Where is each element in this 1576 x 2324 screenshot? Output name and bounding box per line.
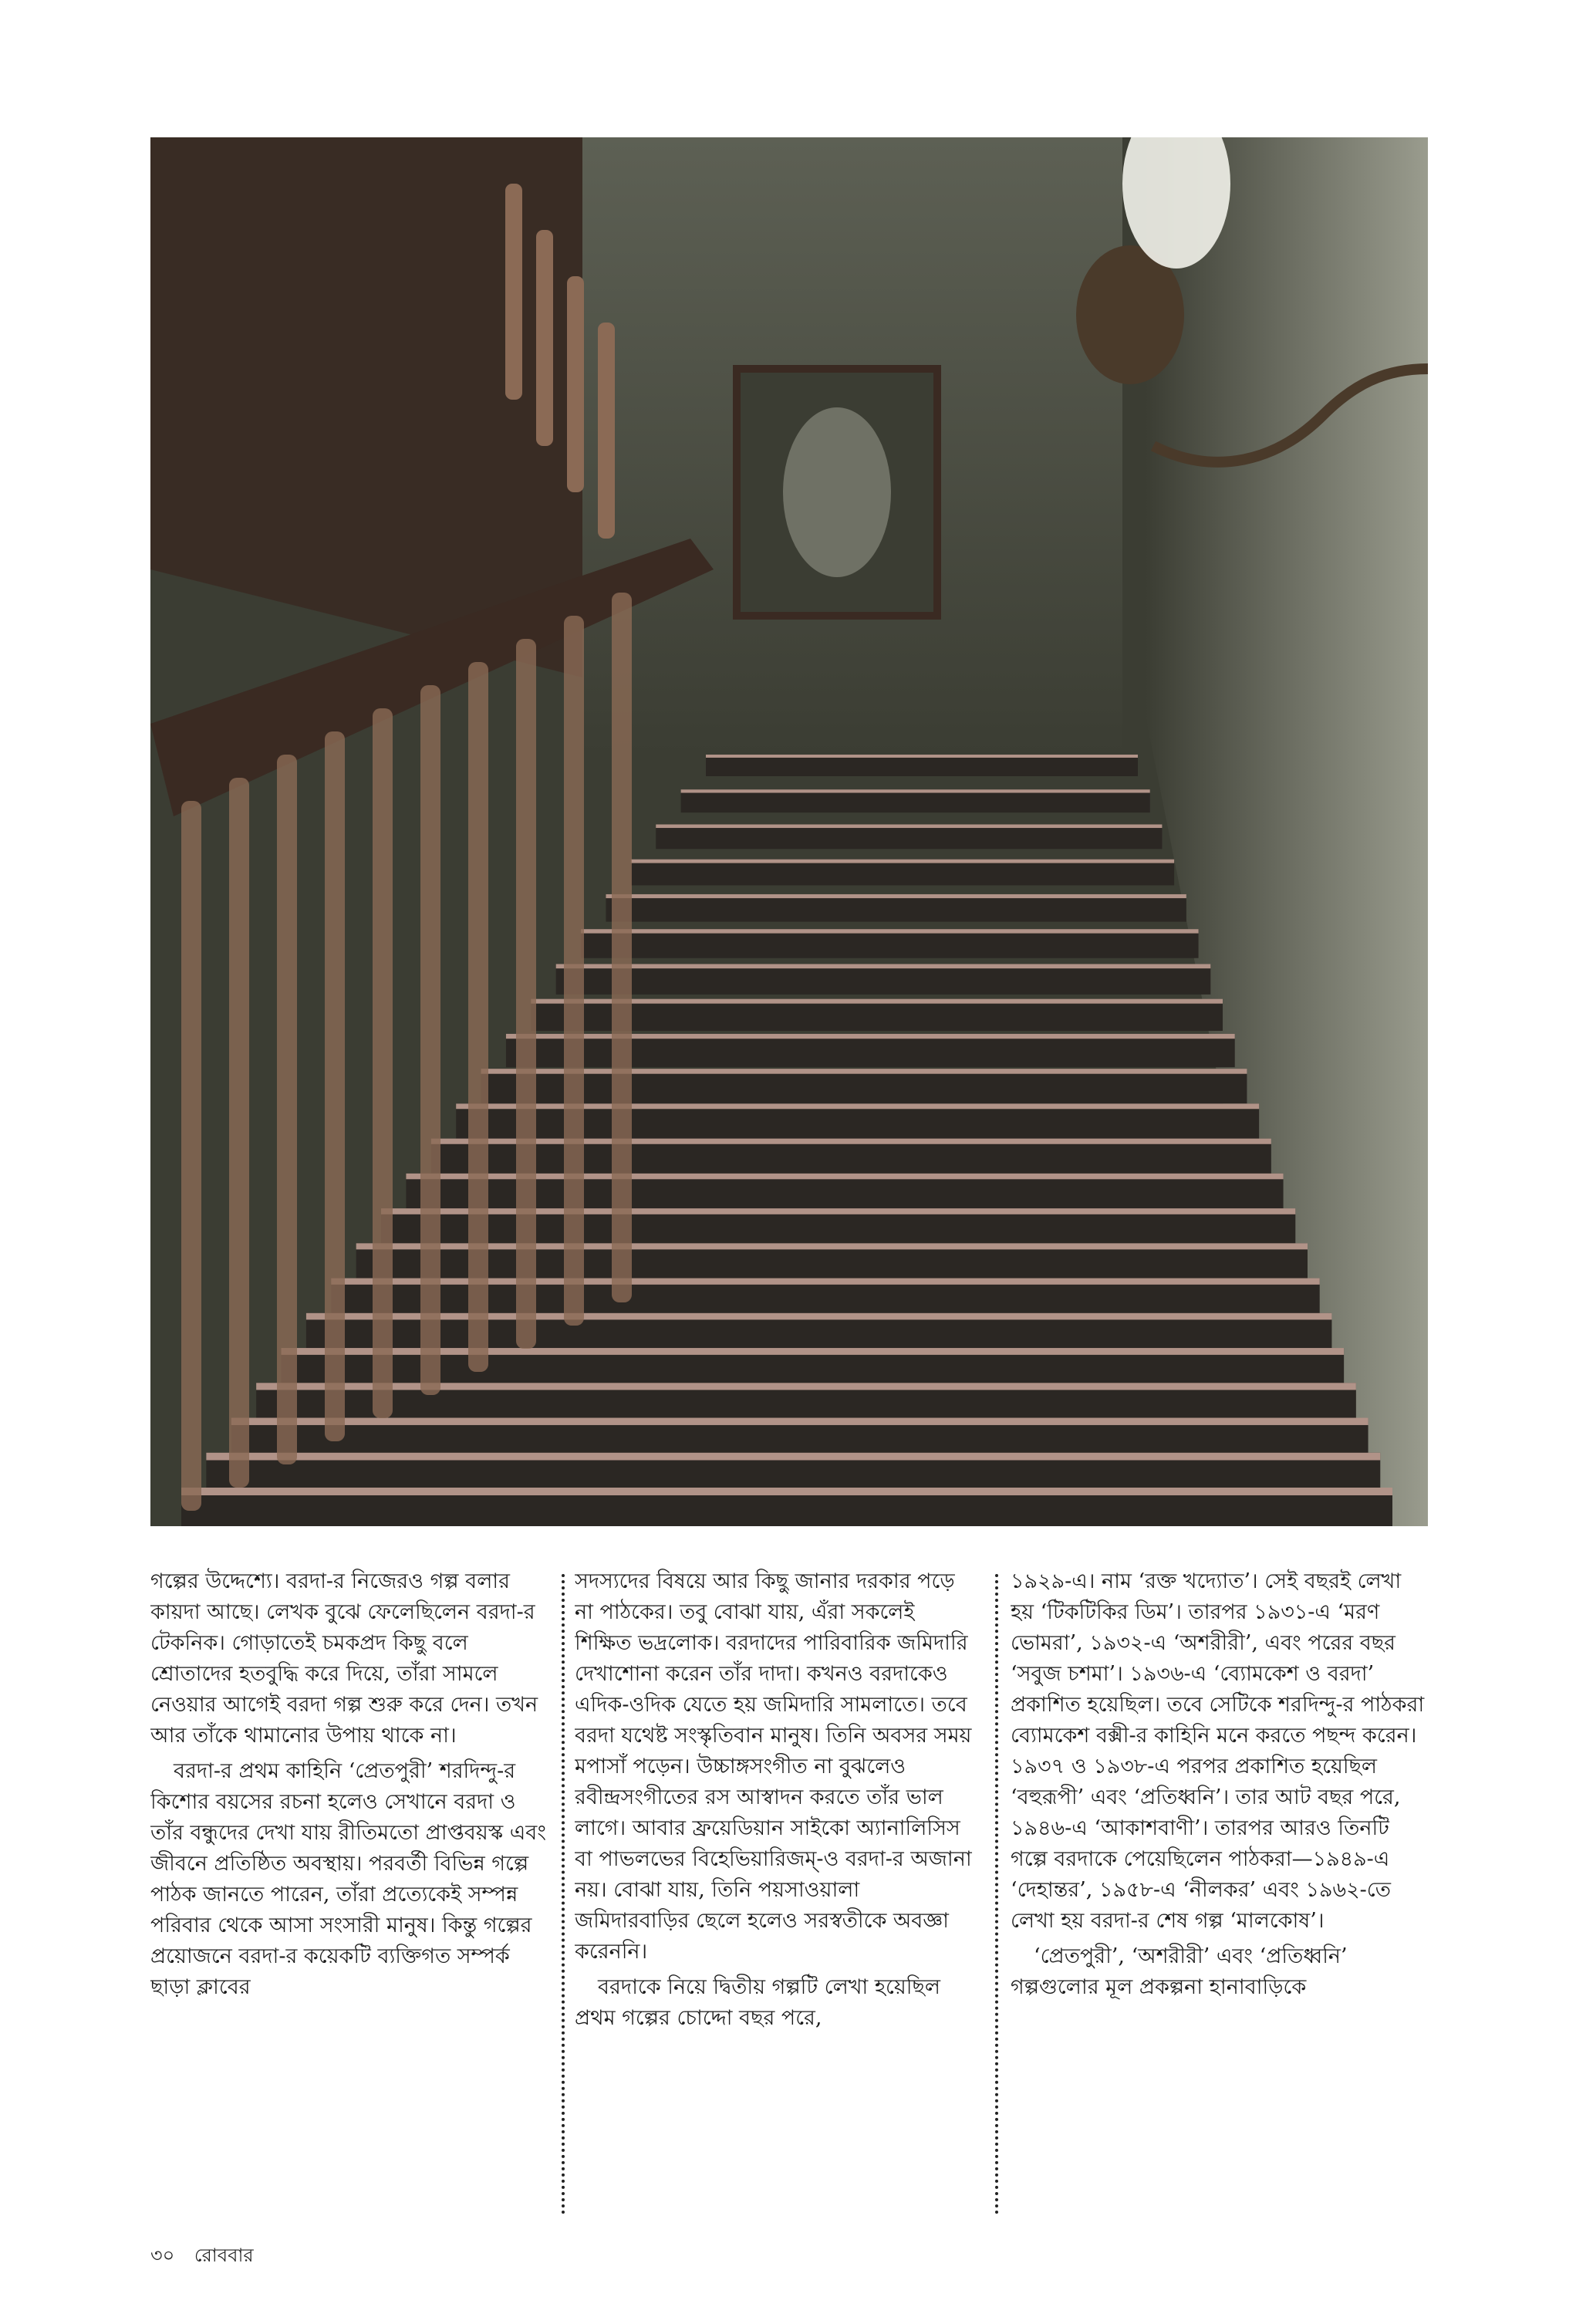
portrait-figure bbox=[783, 407, 891, 577]
stair-step bbox=[481, 1069, 1247, 1103]
column-3-paragraph-2: ‘প্রেতপুরী’, ‘অশরীরী’ এবং ‘প্রতিধ্বনি’ গল্পগুলোর মূল প্রকল্পনা হানাবাড়িকে bbox=[1011, 1944, 1348, 1999]
stair-step bbox=[656, 824, 1162, 849]
column-1-paragraph-2: বরদা-র প্রথম কাহিনি ‘প্রেতপুরী’ শরদিন্দু-র কিশোর বয়সের রচনা হলেও সেখানে বরদা ও তাঁর বন্ধুদের দেখা যায় রীতিমতো প্রাপ্তবয়স্ক এবং জীবনে প্রতিষ্ঠিত অবস্থায়। পরবর্তী বিভিন্ন গল্পে পাঠক জানতে পারেন, তাঁরা প্রত্যেকেই সম্পন্ন পরিবার থেকে আসা সংসারী মানুষ। কিন্তু গল্পের প্রয়োজনে বরদা-র কয়েকটি ব্যক্তিগত সম্পর্ক ছাড়া ক্লাবের bbox=[150, 1759, 546, 1999]
stair-step-edge bbox=[406, 1174, 1283, 1179]
text-column-1 bbox=[150, 1566, 552, 2214]
baluster bbox=[468, 662, 488, 1372]
stair-step-edge bbox=[356, 1243, 1308, 1249]
stair-step-edge bbox=[306, 1313, 1332, 1320]
stair-step bbox=[706, 755, 1138, 776]
baluster bbox=[564, 616, 584, 1326]
staircase-photo bbox=[150, 137, 1428, 1526]
stair-step bbox=[406, 1174, 1283, 1213]
column-2-paragraph-1: সদস্যদের বিষয়ে আর কিছু জানার দরকার পড়ে না পাঠকের। তবু বোঝা যায়, এঁরা সকলেই শিক্ষিত ভদ্রলোক। বরদাদের পারিবারিক জমিদারি দেখাশোনা করেন তাঁর দাদা। কখনও বরদাকেও এদিক-ওদিক যেতে হয় জমিদারি সামলাতে। তবে বরদা যথেষ্ট সংস্কৃতিবান মানুষ। তিনি অবসর সময় মপাসাঁ পড়েন। উচ্চাঙ্গসংগীত না বুঝলেও রবীন্দ্রসংগীতের রস আস্বাদন করতে তাঁর ভাল লাগে। আবার ফ্রয়েডিয়ান সাইকো অ্যানালিসিস বা পাভলভের বিহেভিয়ারিজম্-ও বরদা-র অজানা নয়। বোঝা যায়, তিনি পয়সাওয়ালা জমিদারবাড়ির ছেলে হলেও সরস্বতীকে অবজ্ঞা করেননি। bbox=[575, 1569, 972, 1964]
upper-baluster bbox=[505, 184, 522, 400]
baluster bbox=[277, 755, 297, 1464]
stair-step-edge bbox=[531, 999, 1223, 1004]
column-divider bbox=[995, 1574, 998, 2214]
baluster bbox=[325, 731, 345, 1441]
stair-step-edge bbox=[481, 1069, 1247, 1074]
stair-step bbox=[431, 1139, 1271, 1177]
page-footer bbox=[150, 2241, 268, 2272]
baluster bbox=[612, 593, 632, 1302]
stair-step-edge bbox=[656, 824, 1162, 828]
stair-step-edge bbox=[631, 860, 1174, 863]
text-column-2 bbox=[575, 1566, 976, 2214]
baluster bbox=[181, 801, 201, 1511]
column-divider bbox=[562, 1574, 565, 2214]
page-number: ৩০ bbox=[150, 2245, 175, 2266]
upper-baluster bbox=[536, 230, 553, 446]
column-3-paragraph-1: ১৯২৯-এ। নাম ‘রক্ত খদ্যোত’। সেই বছরই লেখা হয় ‘টিকটিকির ডিম’। তারপর ১৯৩১-এ ‘মরণ ভোমরা’, ১৯৩২-এ ‘অশরীরী’, এবং পরের বছর ‘সবুজ চশমা’। ১৯৩৬-এ ‘ব্যোমকেশ ও বরদা’ প্রকাশিত হয়েছিল। তবে সেটিকে শরদিন্দু-র পাঠকরা ব্যোমকেশ বক্সী-র কাহিনি মনে করতে পছন্দ করেন। ১৯৩৭ ও ১৯৩৮-এ পরপর প্রকাশিত হয়েছিল ‘বহুরূপী’ এবং ‘প্রতিধ্বনি’। তার আট বছর পরে, ১৯৪৬-এ ‘আকাশবাণী’। তারপর আরও তিনটি গল্পে বরদাকে পেয়েছিলেন পাঠকরা—১৯৪৯-এ ‘দেহান্তর’, ১৯৫৮-এ ‘নীলকর’ এবং ১৯৬২-তে লেখা হয় বরদা-র শেষ গল্প ‘মালকোষ’। bbox=[1011, 1569, 1425, 1933]
baluster bbox=[229, 778, 249, 1488]
magazine-name: রোববার bbox=[194, 2245, 254, 2266]
baluster bbox=[373, 708, 393, 1418]
baluster bbox=[516, 639, 536, 1349]
stair-step bbox=[606, 894, 1186, 922]
text-column-3 bbox=[1011, 1566, 1427, 2214]
stair-step-edge bbox=[282, 1348, 1345, 1355]
stair-step-edge bbox=[181, 1488, 1392, 1495]
stair-step bbox=[681, 789, 1150, 812]
upper-baluster bbox=[598, 323, 615, 539]
stair-step bbox=[531, 999, 1223, 1031]
stair-step-edge bbox=[681, 789, 1150, 792]
column-2-paragraph-2: বরদাকে নিয়ে দ্বিতীয় গল্পটি লেখা হয়েছিল প্রথম গল্পের চোদ্দো বছর পরে, bbox=[575, 1975, 940, 2030]
stair-step-edge bbox=[581, 929, 1198, 933]
stair-step bbox=[631, 860, 1174, 886]
stair-step-edge bbox=[431, 1139, 1271, 1144]
column-1-paragraph-1: গল্পের উদ্দেশ্যে। বরদা-র নিজেরও গল্প বলার কায়দা আছে। লেখক বুঝে ফেলেছিলেন বরদা-র টেকনিক। গোড়াতেই চমকপ্রদ কিছু বলে শ্রোতাদের হতবুদ্ধি করে দিয়ে, তাঁরা সামলে নেওয়ার আগেই বরদা গল্প শুরু করে দেন। তখন আর তাঁকে থামানোর উপায় থাকে না। bbox=[150, 1569, 538, 1748]
stair-step bbox=[581, 929, 1198, 958]
stair-step-edge bbox=[206, 1453, 1380, 1461]
upper-baluster bbox=[567, 276, 584, 492]
stair-step-edge bbox=[231, 1418, 1368, 1425]
baluster bbox=[420, 685, 440, 1395]
stair-step-edge bbox=[706, 755, 1138, 758]
stair-step bbox=[556, 964, 1211, 994]
stair-step-edge bbox=[556, 964, 1211, 968]
stair-step-edge bbox=[606, 894, 1186, 898]
